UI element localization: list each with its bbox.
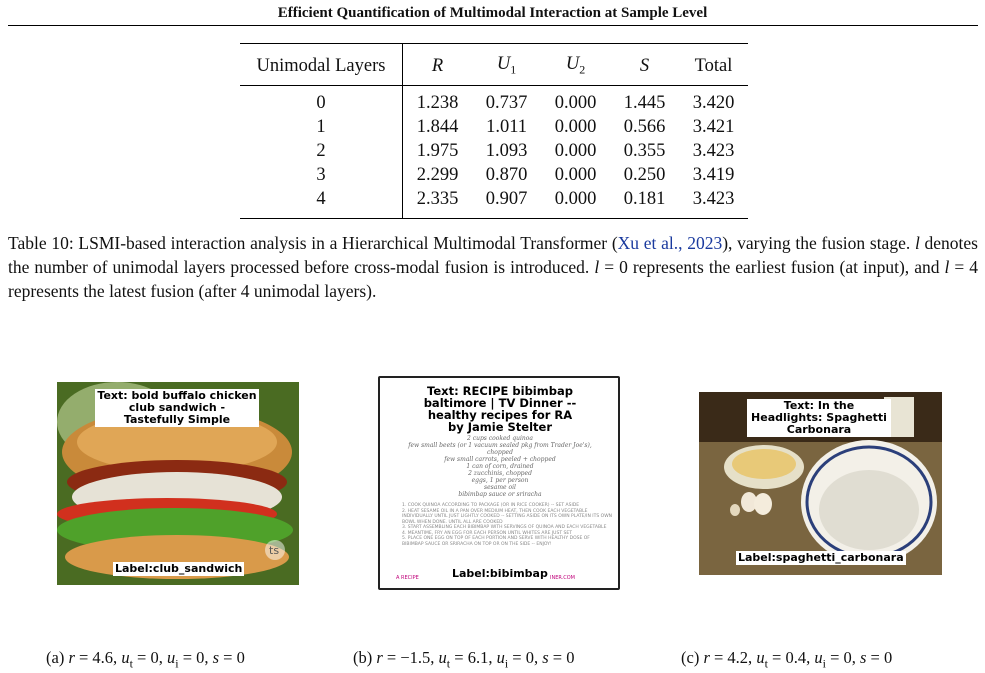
text-overlay: Text: bold buffalo chicken club sandwich - Tastefully Simple [95,389,259,427]
cell-r: 2.299 [416,165,459,185]
math-eq: = 0 [599,257,628,277]
caption-prefix: (c) [681,648,704,667]
cell-s: 0.181 [623,189,666,209]
header-rule [8,25,978,26]
col-header-layers: Unimodal Layers [240,44,403,86]
table-caption [8,231,978,303]
col-header-u1-sub: 1 [510,62,517,77]
cell-layers: 1 [240,115,403,139]
citation-link[interactable] [618,233,723,253]
col-header-u1-main: U [496,54,511,75]
text-overlay: Text: In the Headlights: Spaghetti Carbonara [747,399,891,437]
label-overlay: Label:spaghetti_carbonara [738,551,904,564]
caption-text: represents the latest fusion (after 4 unimodal layers). [8,281,377,301]
cell-r: 2.335 [416,189,459,209]
cell-u1: 0.907 [485,189,528,209]
table-row [240,187,748,219]
cell-total: 3.421 [692,117,735,137]
cell-total: 3.419 [692,165,735,185]
label-overlay: Label:club_sandwich [115,562,243,575]
col-header-u2-sub: 2 [579,62,586,77]
caption-prefix: (a) [46,648,69,667]
cell-u2: 0.000 [554,117,597,137]
table-header-row [240,44,748,86]
text-overlay: Text: RECIPE bibimbap baltimore | TV Dinner -- healthy recipes for RA by Jamie Stelter [418,384,582,434]
math-l: l [594,257,600,277]
cell-u1: 1.093 [485,141,528,161]
cell-layers: 3 [240,163,403,187]
recipe-footer-right: INER.COM [550,575,575,581]
cell-u2: 0.000 [554,93,597,113]
col-header-u1 [472,44,541,86]
recipe-ingredients: 2 cups cooked quinoa few small beets (or 1 vacuum sealed pkg from Trader Joe's), chopped few small carrots, peeled + chopped 1 can of corn, drained 2 zucchinis, chopped eggs, 1 per person sesame oil bibimbap sauce or sriracha [408,435,592,498]
cell-s: 0.355 [623,141,666,161]
cell-s: 0.250 [623,165,666,185]
col-header-total: Total [679,44,748,86]
cell-r: 1.975 [416,141,459,161]
figure-caption-c: (c) r = 4.2, $u_t = 0.4$, $u_i = 0$, s = 0 [681,648,893,671]
cell-u2: 0.000 [554,141,597,161]
table-row [240,115,748,139]
caption-text: Table 10: LSMI-based interaction analysis in a Hierarchical Multimodal Transformer ( [8,233,618,253]
cell-u2: 0.000 [554,165,597,185]
cell-u1: 1.011 [486,117,528,137]
running-header: Efficient Quantification of Multimodal Interaction at Sample Level [277,5,708,21]
cell-total: 3.423 [692,189,735,209]
col-header-u2-main: U [565,54,580,75]
recipe-image [378,376,620,590]
label-overlay: Label:bibimbap [452,567,548,580]
caption-text: ), varying the fusion stage. [722,233,915,253]
cell-s: 1.445 [623,93,666,113]
cell-layers: 2 [240,139,403,163]
results-table [240,43,748,219]
figure-caption-b: (b) r = −1.5, $u_t = 6.1$, $u_i = 0$, s = 0 [353,648,575,671]
table-row [240,86,748,116]
cell-u1: 0.737 [485,93,528,113]
citation-author: Xu et al. [617,233,679,253]
carbonara-image [699,392,942,575]
caption-text: denotes the number of unimodal layers processed before cross-modal fusion is introduced. [8,233,978,277]
table-row [240,139,748,163]
recipe-footer-left: A RECIPE [396,575,419,581]
cell-u1: 0.870 [485,165,528,185]
col-header-u2 [541,44,610,86]
math-l: l [944,257,950,277]
cell-layers: 0 [240,86,403,116]
math-l: l [914,233,920,253]
cell-r: 1.844 [416,117,459,137]
caption-prefix: (b) [353,648,377,667]
cell-total: 3.420 [692,93,735,113]
cell-total: 3.423 [692,141,735,161]
citation-year: 2023 [687,233,723,253]
watermark-ts: ts [269,544,280,557]
citation-sep: , [678,233,688,253]
cell-u2: 0.000 [554,189,597,209]
col-header-s: S [610,44,679,86]
cell-r: 1.238 [416,93,459,113]
cell-s: 0.566 [623,117,666,137]
recipe-steps: 1. COOK QUINOA ACCORDING TO PACKAGE (OR IN RICE COOKER) -- SET ASIDE 2. HEAT SESAME OIL IN A PAN OVER MEDIUM HEAT, THEN COOK EACH VEGETABLE INDIVIDUALLY UNTIL JUST LIGHTLY COOKED -- SETTING ASIDE ON ITS OWN PLATE/IN ITS OWN BOWL WHEN DONE. UNTIL ALL ARE COOKED 3. START ASSEMBLING EACH BIBIMBAP WITH SERVINGS OF QUINOA AND EACH VEGETABLE 4. MEANTIME, FRY AN EGG FOR EACH PERSON UNTIL WHITES ARE JUST SET 5. PLACE ONE EGG ON TOP OF EACH PORTION AND SERVE WITH HEALTHY DOSE OF BIBIMBAP SAUCE OR SRIRACHA ON TOP OR ON THE SIDE -- ENJOY! [402,503,613,547]
figure-caption-a: (a) r = 4.6, $u_t = 0$, $u_i = 0$, s = 0 [46,648,245,671]
math-eq: = 4 [949,257,979,277]
sandwich-image [57,382,299,585]
cell-layers: 4 [240,187,403,219]
caption-text: represents the earliest fusion (at input), and [627,257,945,277]
table-row [240,163,748,187]
col-header-r: R [403,44,473,86]
